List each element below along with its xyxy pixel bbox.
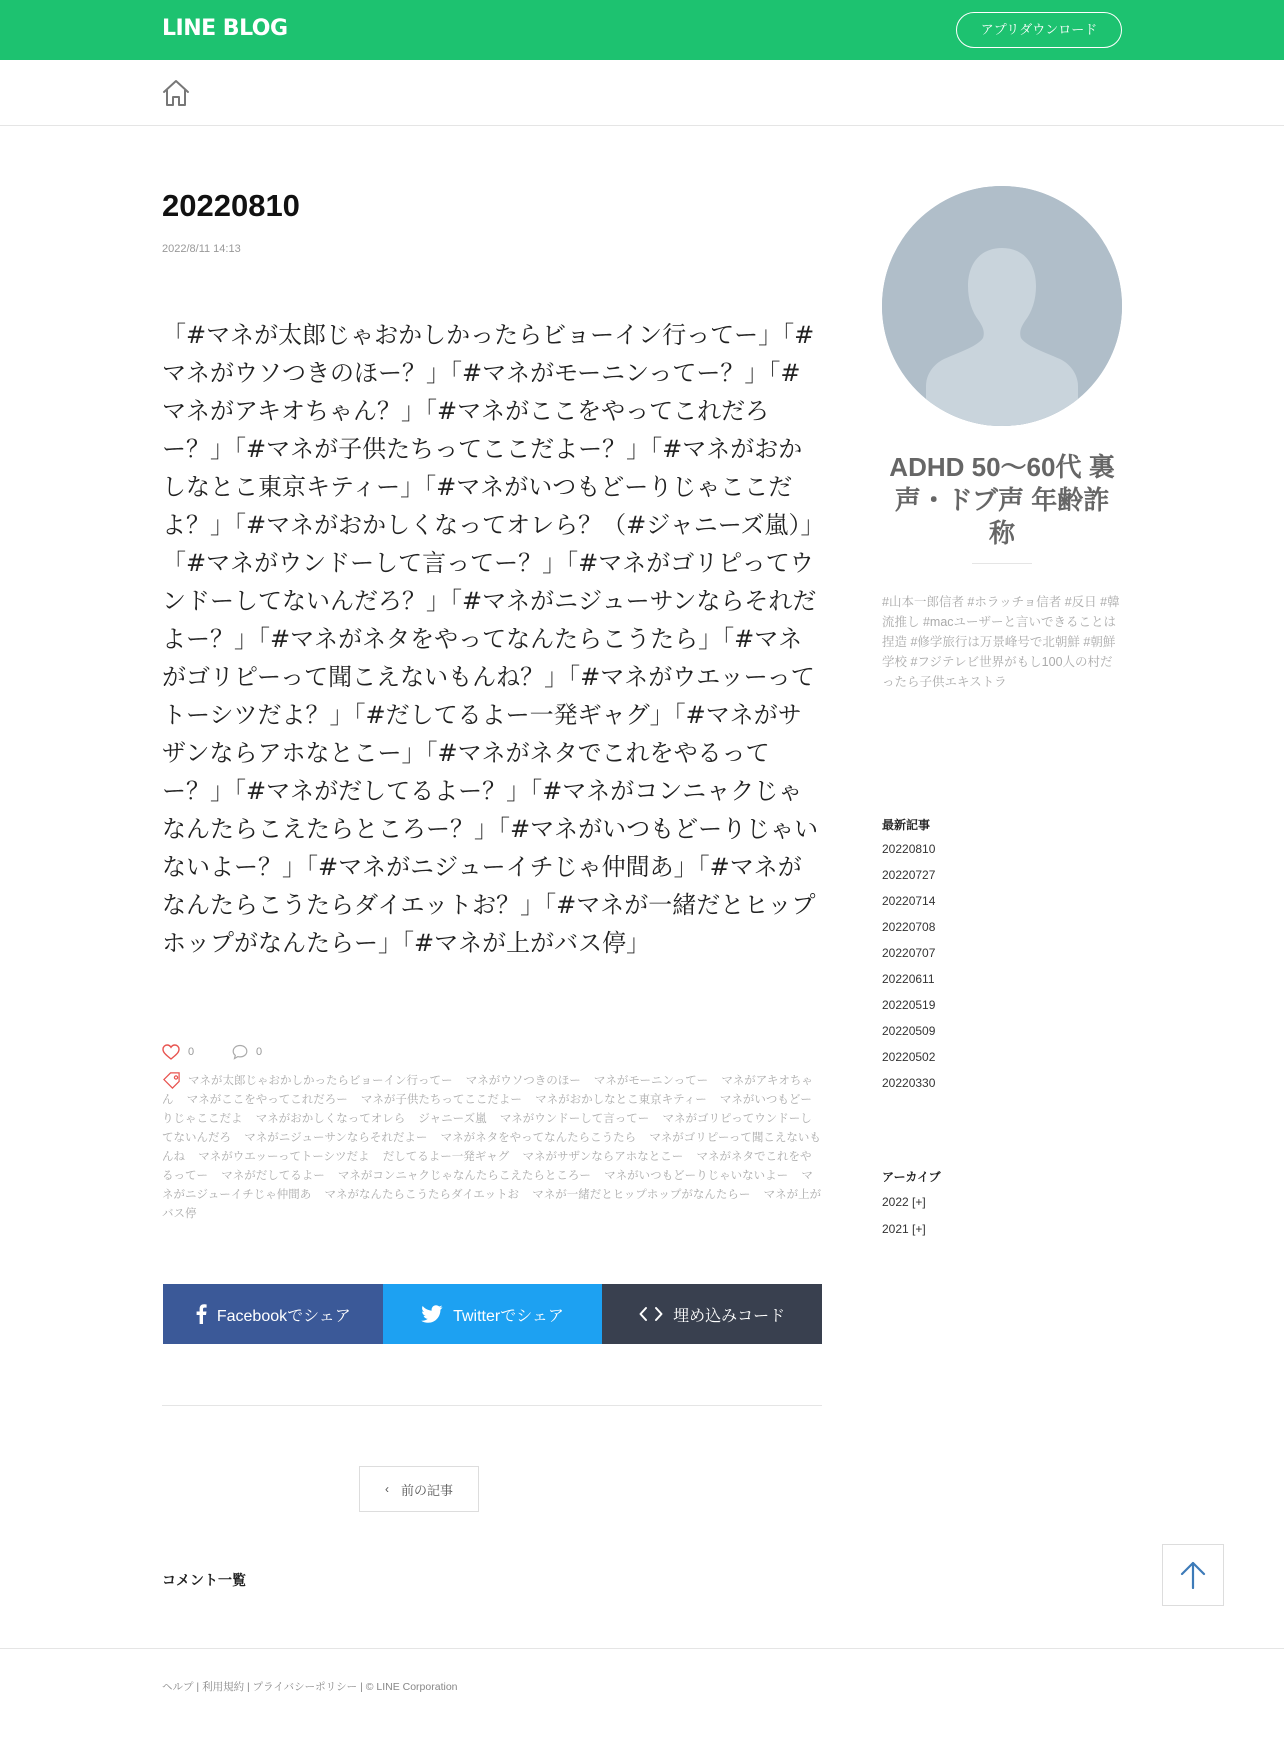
twitter-share-button[interactable] <box>383 1284 603 1344</box>
footer-separator: | <box>196 1681 200 1693</box>
tag-link[interactable]: マネが上がバス停 <box>162 1189 822 1221</box>
comments-heading: コメント一覧 <box>162 1572 246 1588</box>
tag-link[interactable]: マネがウエッーってトーシツだよ <box>198 1151 370 1164</box>
archive-year-link[interactable]: 2022 [+] <box>882 1195 926 1209</box>
recent-posts-heading: 最新記事 <box>882 818 931 832</box>
previous-post-label: 前の記事 <box>400 1482 453 1498</box>
post-date: 2022/8/11 14:13 <box>162 243 241 255</box>
tag-link[interactable]: マネがアキオちゃん <box>162 1075 813 1107</box>
default-user-avatar-icon <box>882 186 1122 426</box>
facebook-share-button[interactable] <box>163 1284 383 1344</box>
comment-button[interactable] <box>232 1044 262 1060</box>
tag-link[interactable]: マネがニジューサンならそれだよー <box>244 1132 428 1145</box>
tag-link[interactable]: マネがゴリピーって聞こえないもんね <box>162 1132 821 1164</box>
footer-separator: | <box>247 1681 250 1693</box>
facebook-icon <box>195 1304 207 1324</box>
share-buttons <box>163 1284 822 1344</box>
footer-separator: | <box>360 1681 363 1693</box>
footer-terms-link[interactable]: 利用規約 <box>202 1681 245 1693</box>
recent-post-link[interactable]: 20220509 <box>882 1024 936 1038</box>
heart-icon <box>162 1044 180 1060</box>
archive-list <box>882 1189 926 1243</box>
tag-link[interactable]: だしてるよー一発ギャグ <box>382 1151 510 1164</box>
tag-link[interactable]: マネがモーニンってー <box>593 1075 709 1088</box>
recent-post-link[interactable]: 20220519 <box>882 998 936 1012</box>
recent-post-link[interactable]: 20220330 <box>882 1076 936 1090</box>
line-blog-logo[interactable]: LINE BLOG <box>162 16 288 41</box>
tag-link[interactable]: マネが一緒だとヒップホップがなんたらー <box>532 1189 751 1202</box>
tag-link[interactable]: ジャニーズ嵐 <box>418 1113 487 1126</box>
recent-post-link[interactable]: 20220611 <box>882 972 935 986</box>
post-title[interactable]: 20220810 <box>162 188 300 223</box>
footer-copyright: © LINE Corporation <box>365 1681 458 1693</box>
tag-link[interactable]: マネがニジューイチじゃ仲間あ <box>162 1170 813 1202</box>
blog-description: #山本一郎信者 #ホラッチョ信者 #反日 #韓流推し #macユーザーと言いできることは捏造 #修学旅行は万景峰号で北朝鮮 #朝鮮学校 #フジテレビ世界がもし100人の村だったら子供エキストラ <box>882 595 1120 689</box>
tag-link[interactable]: マネがなんたらこうたらダイエットお <box>324 1189 520 1202</box>
post-body: 「#マネが太郎じゃおかしかったらビョーイン行ってー」「#マネがウソつきのほー？」「#マネがモーニンってー？」「#マネがアキオちゃん？」「#マネがここをやってこれだろー？」「#マネが子供たちってここだよー？」「#マネがおかしなとこ東京キティー」「#マネがいつもどーりじゃここだよ？」「#マネがおかしくなってオレら？（#ジャニーズ嵐）」「#マネがウンドーして言ってー？」「#マネがゴリピってウンドーしてないんだろ？」「#マネがニジューサンならそれだよー？」「#マネがネタをやってなんたらこうたら」「#マネがゴリピーって聞こえないもんね？」「#マネがウエッーってトーシツだよ？」「#だしてるよー一発ギャグ」「#マネがサザンならアホなとこー」「#マネがネタでこれをやるってー？」「#マネがだしてるよー？」「#マネがコンニャクじゃなんたらこえたらところー？」「#マネがいつもどーりじゃいないよー？」「#マネがニジューイチじゃ仲間あ」「#マネがなんたらこうたらダイエットお？」「#マネが一緒だとヒップホップがなんたらー」「#マネが上がバス停」 <box>162 321 819 957</box>
tag-link[interactable]: マネがウンドーして言ってー <box>499 1113 650 1126</box>
chevron-left-icon: ‹ <box>384 1482 389 1496</box>
tag-link[interactable]: マネが子供たちってここだよー <box>360 1094 522 1107</box>
twitter-share-label: Twitterでシェア <box>453 1307 564 1325</box>
tag-link[interactable]: マネがコンニャクじゃなんたらこえたらところー <box>337 1170 591 1183</box>
tag-link[interactable]: マネが太郎じゃおかしかったらビョーイン行ってー <box>188 1075 453 1088</box>
recent-posts-list <box>882 836 1122 1096</box>
back-to-top-button[interactable] <box>1162 1544 1224 1606</box>
recent-post-link[interactable]: 20220714 <box>882 894 936 908</box>
footer-privacy-link[interactable]: プライバシーポリシー <box>252 1681 358 1693</box>
blog-title[interactable]: ADHD 50～60代 裏声・ドブ声 年齢詐称 <box>889 452 1115 548</box>
facebook-share-label: Facebookでシェア <box>216 1307 351 1325</box>
tag-link[interactable]: マネがおかしなとこ東京キティー <box>535 1094 707 1107</box>
tag-link[interactable]: マネがおかしくなってオレら <box>255 1113 406 1126</box>
avatar[interactable] <box>882 186 1122 426</box>
footer-links <box>162 1679 458 1694</box>
arrow-up-icon <box>1180 1561 1206 1589</box>
recent-post-link[interactable]: 20220707 <box>882 946 936 960</box>
recent-post-link[interactable]: 20220708 <box>882 920 936 934</box>
comment-count: 0 <box>256 1046 263 1058</box>
speech-bubble-icon <box>232 1044 248 1060</box>
embed-code-button[interactable] <box>602 1284 822 1344</box>
code-icon <box>639 1306 663 1322</box>
tag-icon <box>162 1072 182 1090</box>
previous-post-button[interactable] <box>359 1466 479 1512</box>
sub-navigation <box>0 60 1284 126</box>
recent-post-link[interactable]: 20220810 <box>882 842 936 856</box>
tag-link[interactable]: マネがネタでこれをやるってー <box>162 1151 812 1183</box>
tag-link[interactable]: マネがいつもどーりじゃいないよー <box>604 1170 789 1183</box>
recent-post-link[interactable]: 20220502 <box>882 1050 936 1064</box>
like-button[interactable] <box>162 1044 194 1060</box>
embed-code-label: 埋め込みコード <box>673 1307 786 1325</box>
home-icon[interactable] <box>160 77 192 109</box>
tag-link[interactable]: マネがウソつきのほー <box>465 1075 581 1088</box>
archive-heading: アーカイブ <box>882 1170 941 1184</box>
tag-link[interactable]: マネがだしてるよー <box>221 1170 325 1183</box>
tag-link[interactable]: マネがサザンならアホなとこー <box>522 1151 684 1164</box>
header-bar <box>0 0 1284 60</box>
like-count: 0 <box>188 1046 195 1058</box>
divider <box>162 1405 822 1406</box>
tag-link[interactable]: マネがゴリピってウンドーしてないんだろ <box>162 1113 812 1145</box>
tag-link[interactable]: マネがここをやってこれだろー <box>186 1094 348 1107</box>
tag-list <box>162 1072 822 1224</box>
archive-year-link[interactable]: 2021 [+] <box>882 1222 926 1236</box>
app-download-button[interactable]: アプリダウンロード <box>956 12 1122 48</box>
footer <box>0 1648 1284 1752</box>
title-underline <box>972 563 1032 564</box>
tag-link[interactable]: マネがネタをやってなんたらこうたら <box>440 1132 637 1145</box>
twitter-icon <box>421 1305 443 1323</box>
tag-link[interactable]: マネがいつもどーりじゃここだよ <box>162 1094 812 1126</box>
recent-post-link[interactable]: 20220727 <box>882 868 936 882</box>
footer-help-link[interactable]: ヘルプ <box>162 1681 194 1693</box>
